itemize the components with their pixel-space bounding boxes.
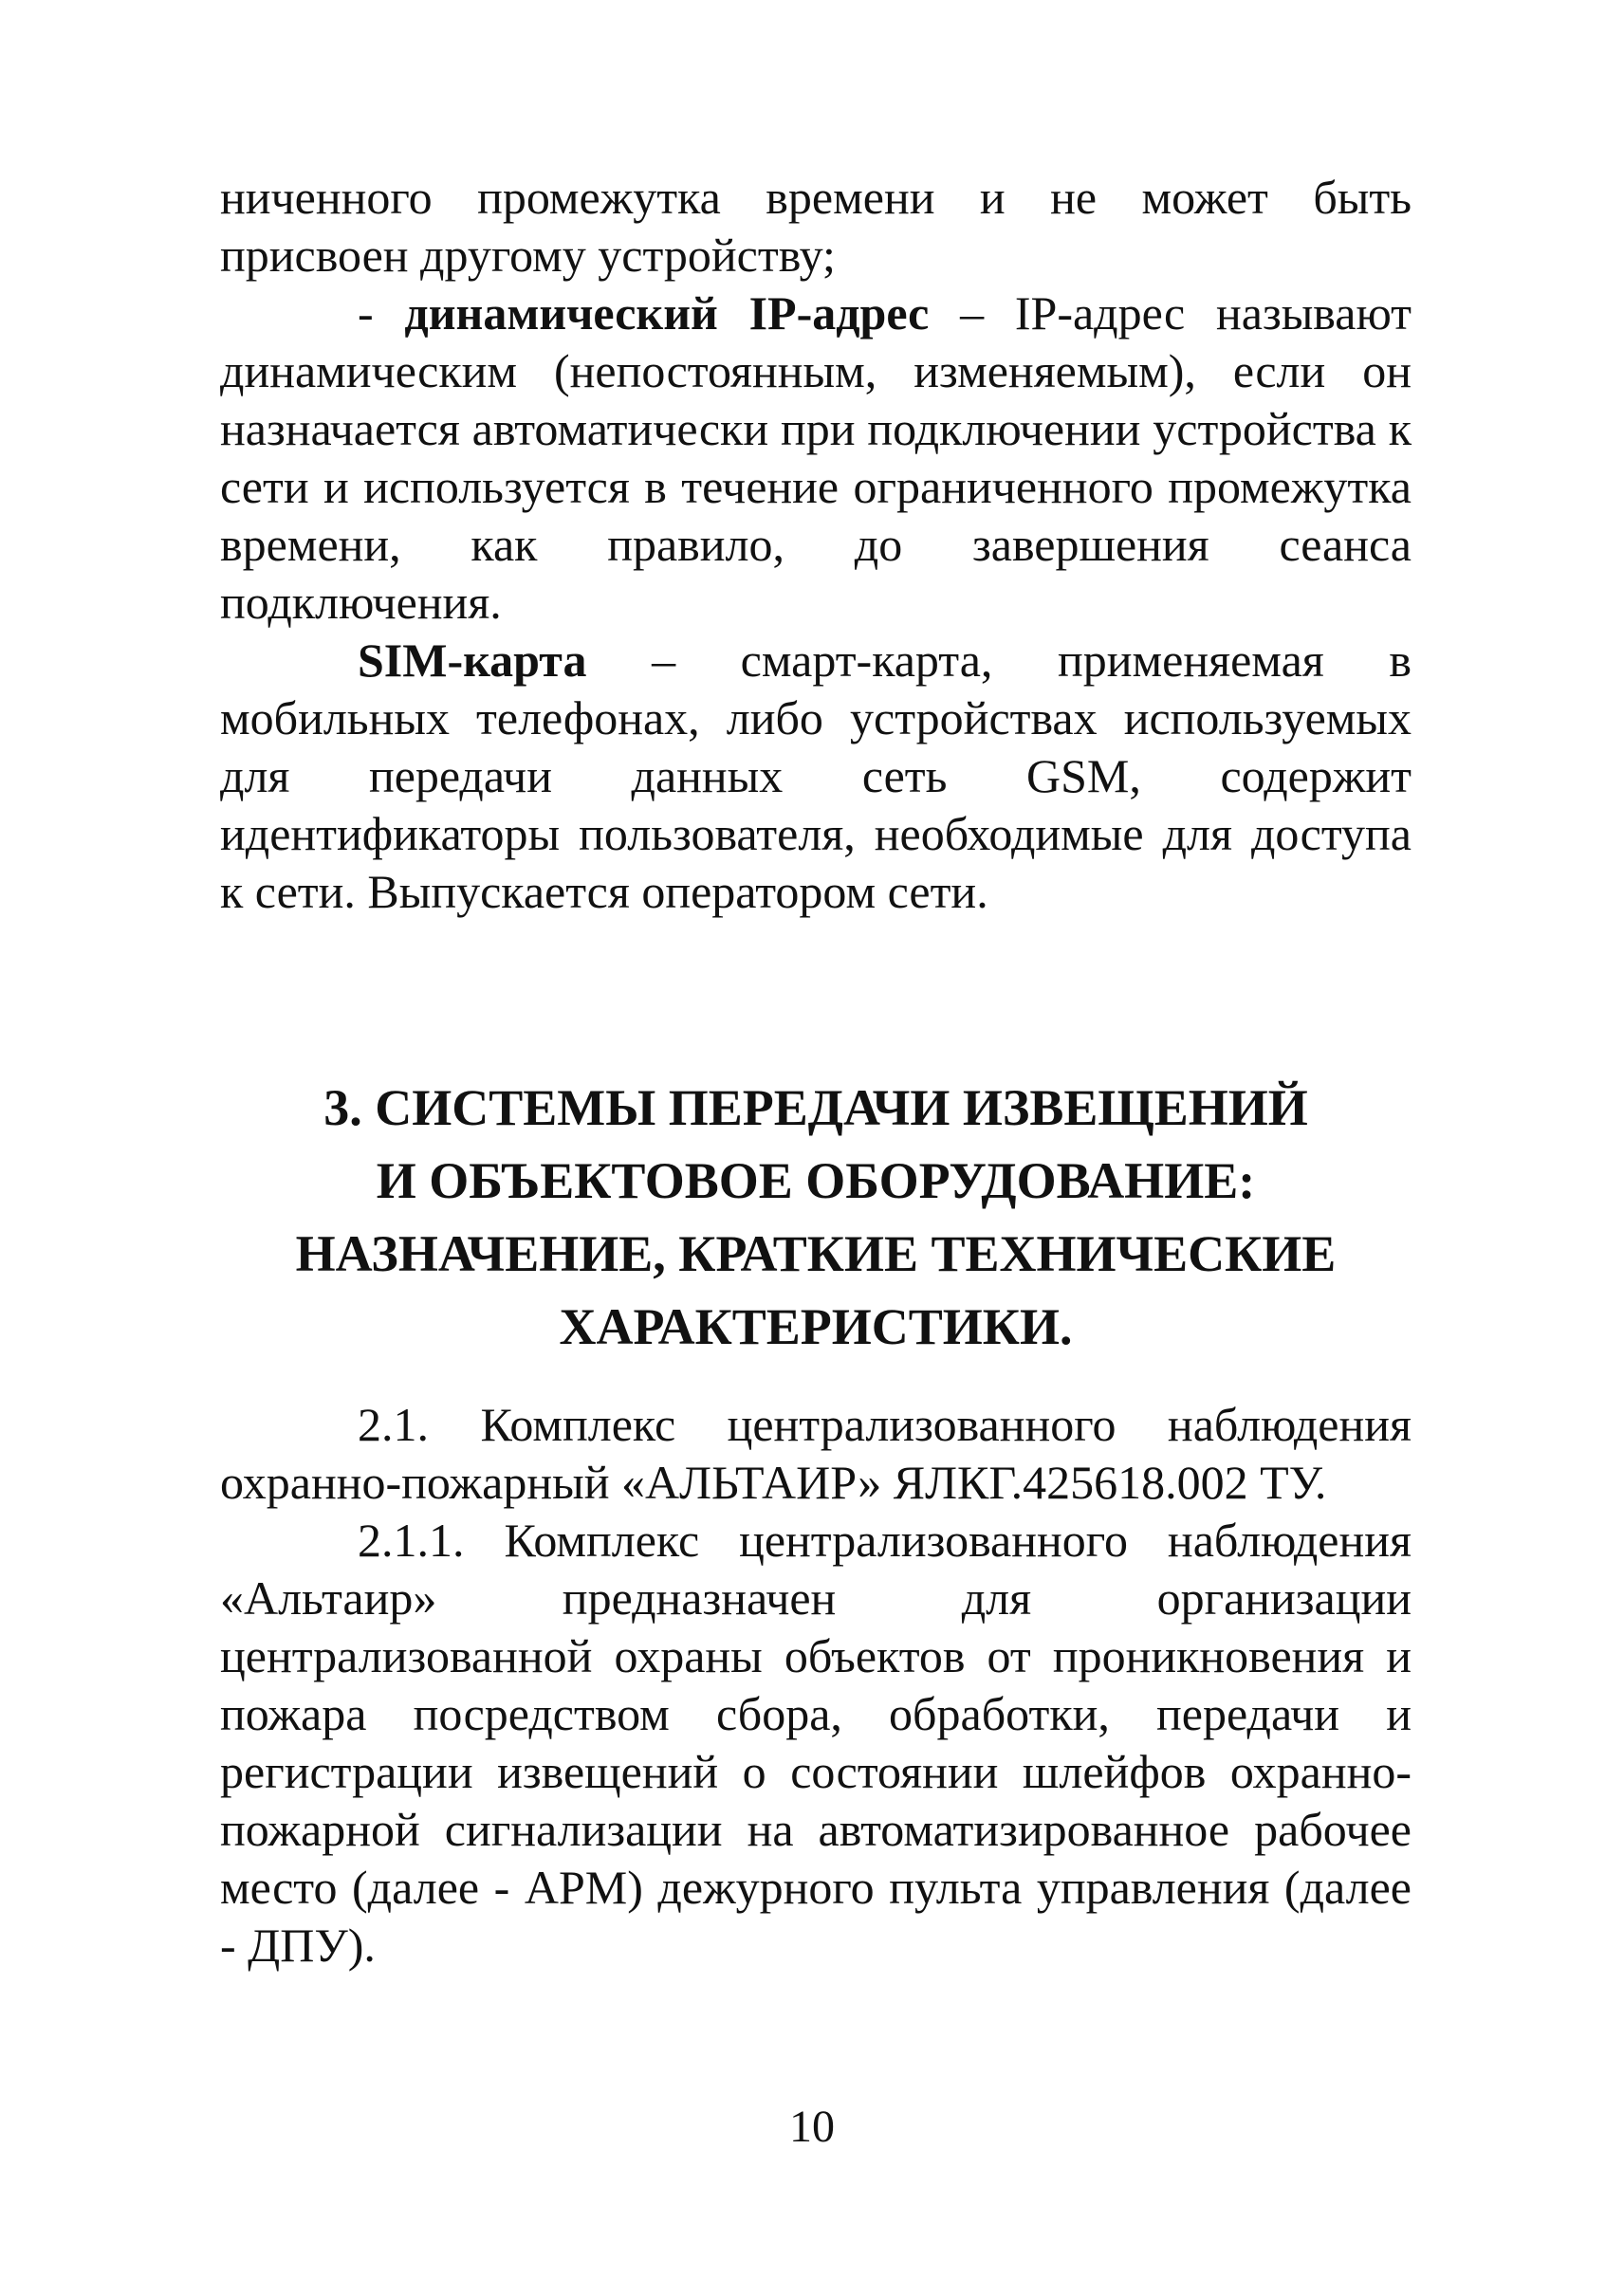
list-dash: - <box>358 286 405 340</box>
section-heading-line: 3. СИСТЕМЫ ПЕРЕДАЧИ ИЗВЕЩЕНИЙ <box>323 1079 1308 1136</box>
definition-sim-card: – смарт-карта, применяемая в мобильных телефонах, либо устройствах используемых для передачи данных сеть GSM, содержит идентификаторы пользователя, необходимые для доступа к сети. Выпускается оператором сети. <box>220 634 1412 918</box>
section-heading-line: ХАРАКТЕРИСТИКИ. <box>559 1298 1073 1355</box>
term-dynamic-ip: динамический IP-адрес <box>404 286 930 340</box>
page-number: 10 <box>789 2102 835 2152</box>
paragraph-static-ip-continuation: ниченного промежутка времени и не может быть присвоен другому устройству; <box>220 171 1412 282</box>
section-heading <box>220 1072 1412 1364</box>
definition-dynamic-ip: – IP-адрес называют динамическим (непостоянным, изменяемым), если он назначается автоматически при подключении устройства к сети и используется в течение ограниченного промежутка времени, как правило, до завершения сеанса подключения. <box>220 286 1412 629</box>
paragraph-2-1-1: 2.1.1. Комплекс централизованного наблюдения «Альтаир» предназначен для организации централизованной охраны объектов от проникновения и пожара посредством сбора, обработки, передачи и регистрации извещений о состоянии шлейфов охранно-пожарной сигнализации на автоматизированное рабочее место (далее - АРМ) дежурного пульта управления (далее - ДПУ). <box>220 1514 1412 1972</box>
text-block-altair <box>220 1396 1412 1975</box>
text-block-definitions <box>220 169 1412 921</box>
term-sim-card: SIM-карта <box>358 634 587 687</box>
section-heading-line: И ОБЪЕКТОВОЕ ОБОРУДОВАНИЕ: <box>376 1152 1256 1209</box>
paragraph-dynamic-ip <box>220 285 1412 632</box>
paragraph-sim-card <box>220 632 1412 921</box>
paragraph-2-1: 2.1. Комплекс централизованного наблюдения охранно-пожарный «АЛЬТАИР» ЯЛКГ.425618.002 ТУ. <box>220 1398 1412 1509</box>
section-heading-line: НАЗНАЧЕНИЕ, КРАТКИЕ ТЕХНИЧЕСКИЕ <box>295 1225 1337 1282</box>
